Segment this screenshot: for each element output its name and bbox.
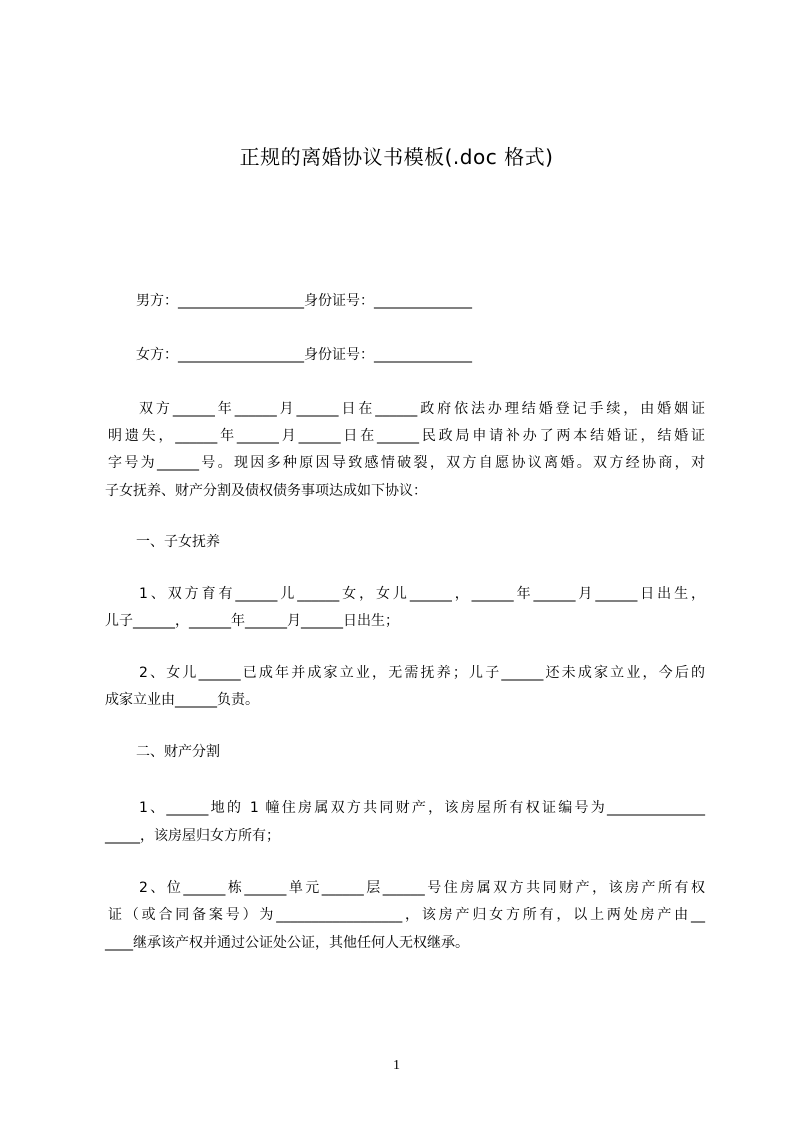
page-number: 1 (393, 1058, 400, 1073)
child-clause-line: 1、双方育有______儿______女，女儿______，______年______月______日出生， (139, 586, 705, 602)
property-clause-line: _____，该房屋归女方所有； (105, 828, 280, 844)
wife-info-line: 女方：__________________身份证号：______________ (136, 347, 472, 363)
intro-line: 子女抚养、财产分割及债权债务事项达成如下协议： (105, 483, 427, 499)
intro-line: 双方______年______月______日在______政府依法办理结婚登记手续，由婚姻证 (139, 401, 705, 417)
property-clause-line: 1、______地的 1 幢住房属双方共同财产，该房屋所有权证编号为______________ (139, 800, 705, 816)
child-clause-line: 儿子______，______年______月______日出生； (105, 613, 399, 629)
section-heading-property-division: 二、财产分割 (136, 744, 220, 760)
document-title: 正规的离婚协议书模板(.doc 格式) (239, 145, 554, 169)
child-clause-line: 成家立业由______负责。 (105, 692, 259, 708)
intro-line: 字号为______号。现因多种原因导致感情破裂，双方自愿协议离婚。双方经协商，对 (108, 455, 705, 471)
property-clause-line: 2、位______栋______单元______层______号住房属双方共同财产，该房产所有权 (139, 880, 705, 896)
husband-info-line: 男方：__________________身份证号：______________ (136, 293, 472, 309)
property-clause-line: ____继承该产权并通过公证处公证，其他任何人无权继承。 (105, 935, 469, 951)
section-heading-child-custody: 一、子女抚养 (136, 534, 220, 550)
property-clause-line: 证（或合同备案号）为__________________，该房产归女方所有，以上两处房产由__ (108, 907, 705, 923)
intro-line: 明遗失，______年______月______日在______民政局申请补办了两本结婚证，结婚证 (108, 428, 705, 444)
child-clause-line: 2、女儿______已成年并成家立业，无需抚养；儿子______还未成家立业，今后的 (139, 665, 705, 681)
